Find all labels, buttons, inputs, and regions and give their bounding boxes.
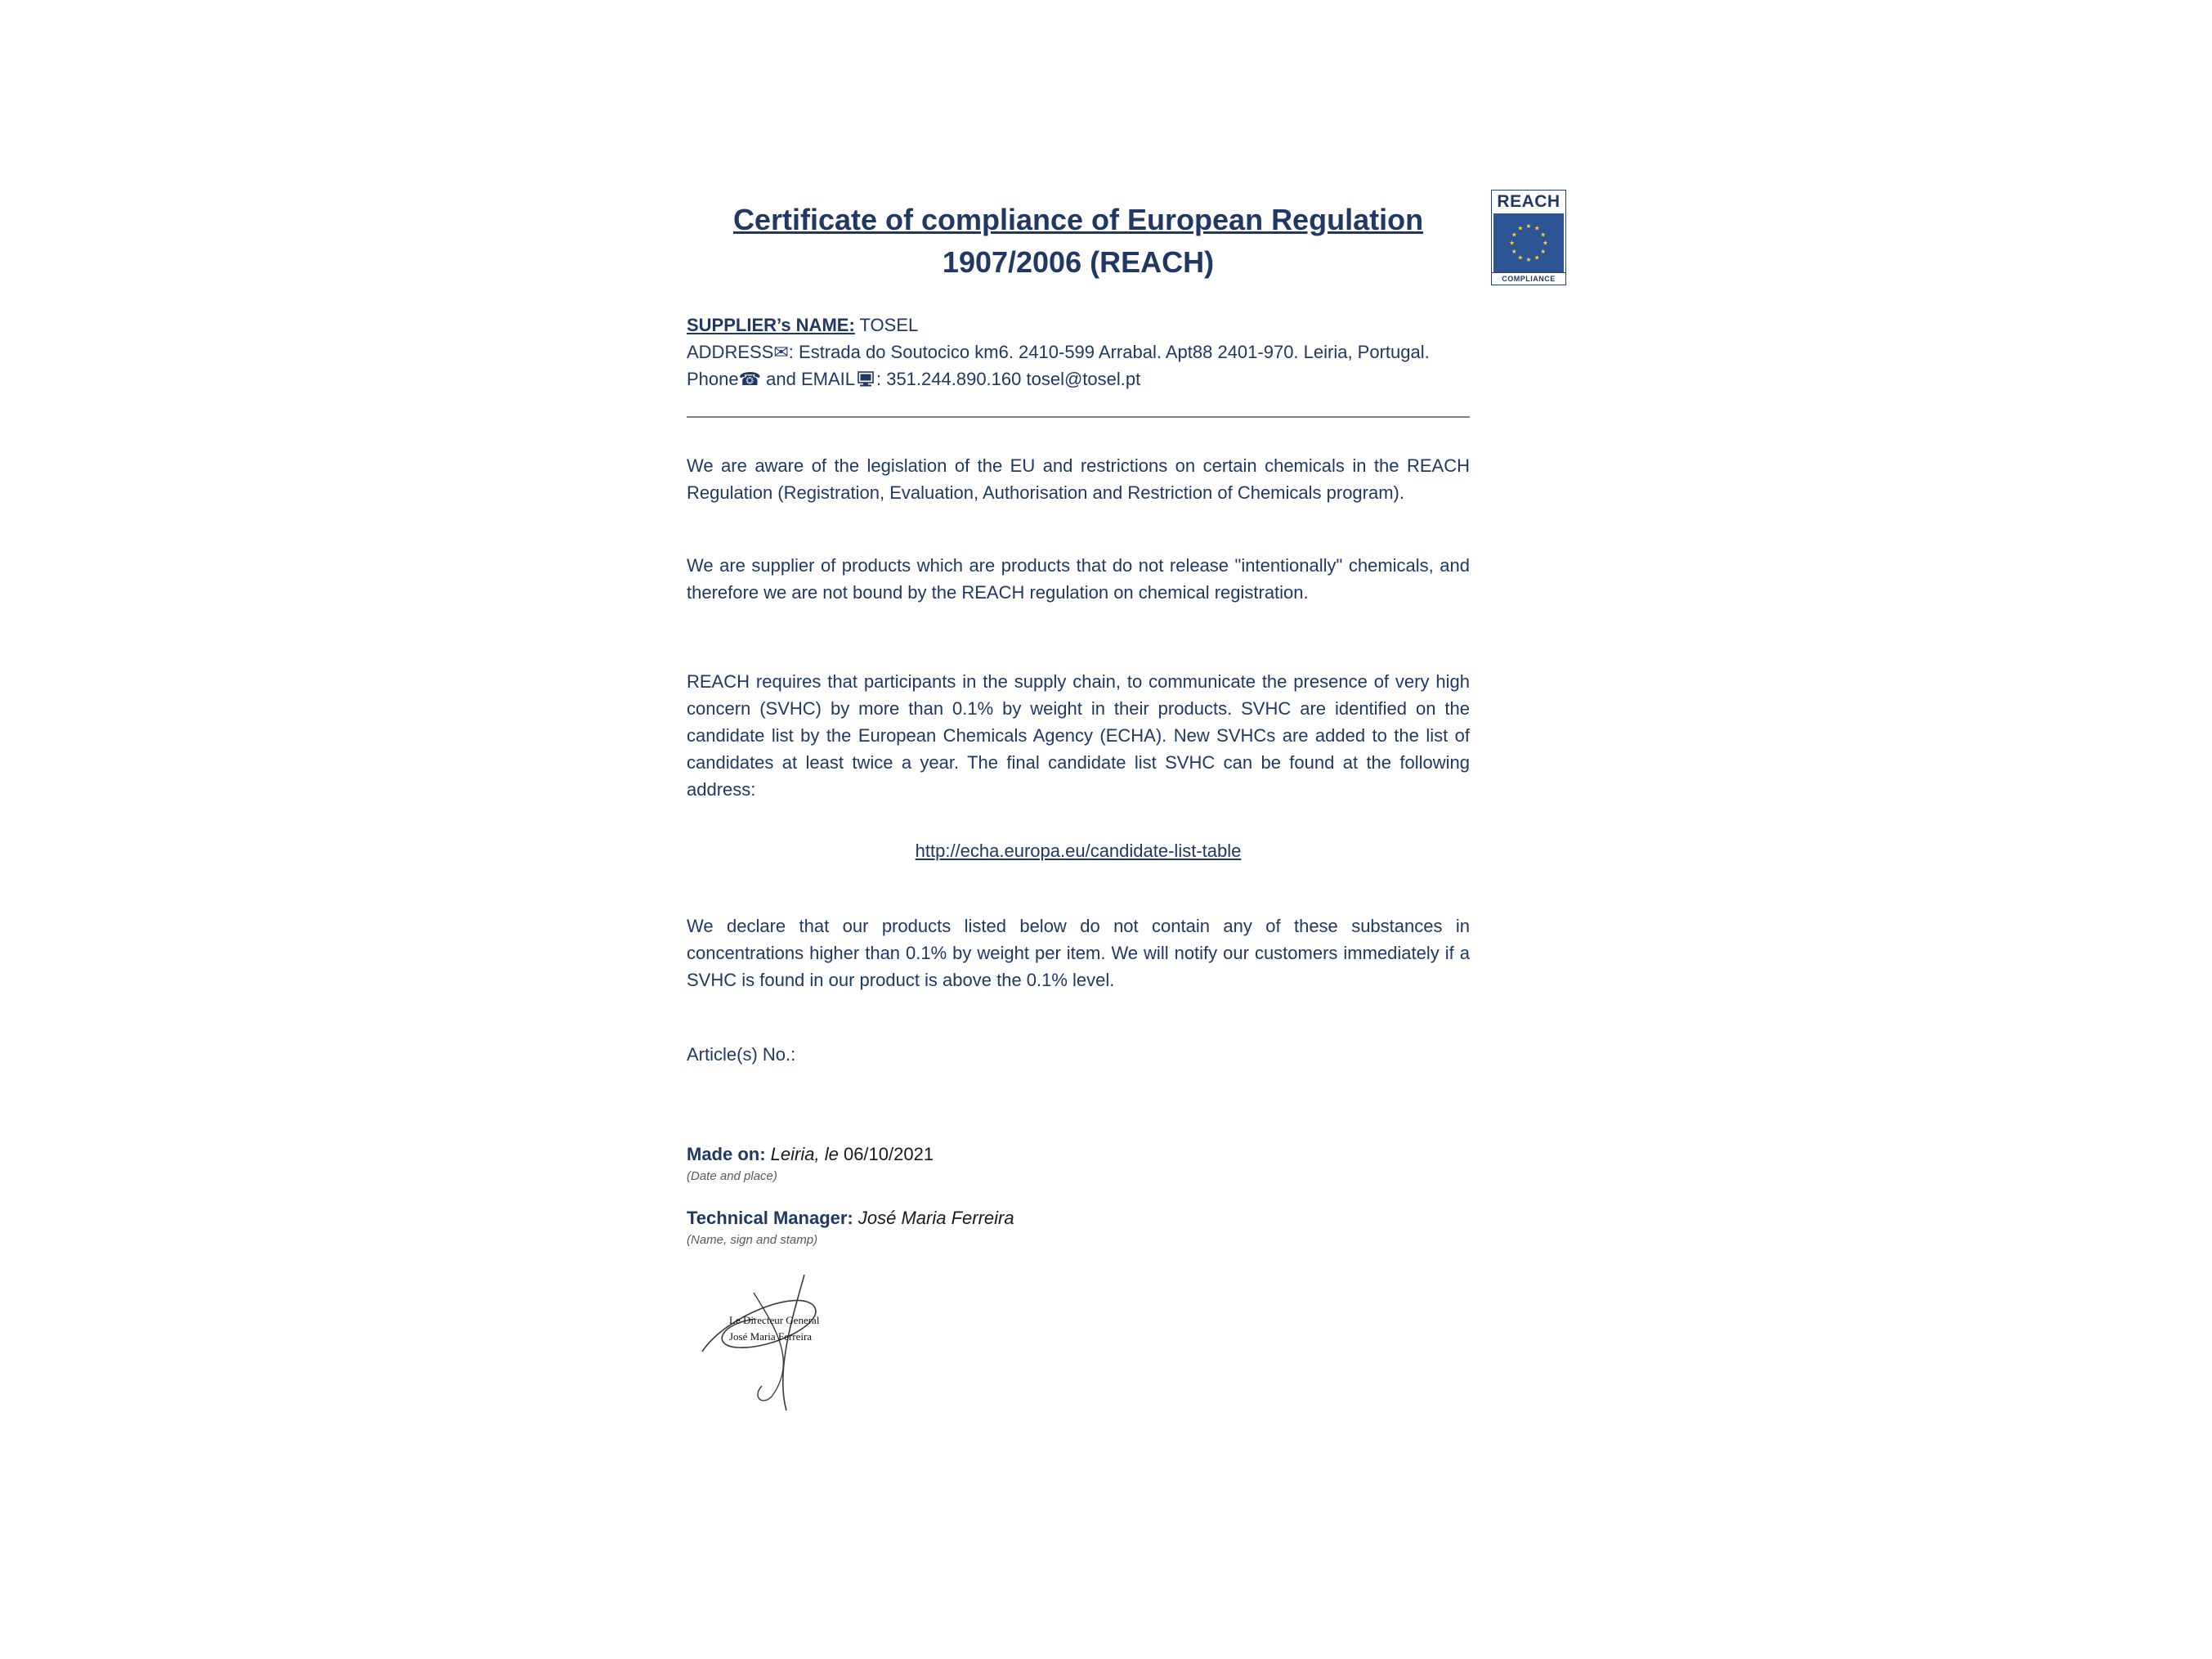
paragraph-reach-awareness: We are aware of the legislation of the EU and restrictions on certain chemicals in the REACH Regulation (Registration, Evaluation, Authorisation and Restriction of Chemicals program).	[687, 455, 1470, 504]
computer-icon	[857, 368, 875, 395]
candidate-list-link-line	[687, 841, 1470, 862]
envelope-icon: ✉	[773, 342, 789, 363]
eu-stars-icon	[1493, 213, 1564, 272]
document-title	[687, 199, 1470, 284]
svg-text:★: ★	[1525, 222, 1532, 231]
svg-text:★: ★	[1543, 239, 1548, 247]
technical-manager-value: José Maria Ferreira	[853, 1208, 1014, 1229]
supplier-name-value: TOSEL	[854, 315, 919, 336]
paragraph-svhc-requirement: REACH requires that participants in the supply chain, to communicate the presence of very high concern (SVHC) by more than 0.1% by weight in their products. SVHC are identified on the candidate list by the European Chemicals Agency (ECHA). New SVHCs are added to the list of candidates at least twice a year. The final candidate list SVHC can be found at the following address:	[687, 671, 1470, 800]
logo-reach-text: REACH	[1497, 192, 1560, 211]
paragraph-declaration: We declare that our products listed below do not contain any of these substances in concentrations higher than 0.1% by weight per item. We will notify our customers immediately if a SVHC is found in our product is above the 0.1% level.	[687, 916, 1470, 991]
reach-compliance-logo	[1491, 190, 1566, 285]
technical-manager-label: Technical Manager:	[687, 1208, 853, 1229]
signature-name: José Maria Ferreira	[729, 1329, 813, 1343]
made-on-date: 06/10/2021	[843, 1144, 934, 1165]
signature-block	[690, 1270, 886, 1417]
made-on-label: Made on:	[687, 1144, 766, 1165]
supplier-name-label: SUPPLIER’s NAME:	[687, 315, 855, 336]
svg-text:★: ★	[1517, 253, 1524, 262]
svg-text:★: ★	[1540, 247, 1547, 255]
candidate-list-link[interactable]: http://echa.europa.eu/candidate-list-table	[915, 841, 1242, 862]
paragraph-supplier-statement: We are supplier of products which are products that do not release "intentionally" chemicals, and therefore we are not bound by the REACH regulation on chemical registration.	[687, 555, 1470, 603]
contact-value: : 351.244.890.160 tosel@tosel.pt	[875, 369, 1141, 390]
signature-title: Le Directeur General	[729, 1314, 820, 1327]
title-line2: 1907/2006 (REACH)	[942, 245, 1215, 280]
address-label: ADDRESS	[687, 342, 774, 363]
signature-text	[729, 1312, 819, 1344]
svg-text:★: ★	[1534, 224, 1540, 232]
document-body	[687, 199, 1470, 1417]
made-on-place: Leiria, le	[765, 1144, 844, 1165]
technical-manager-line	[687, 1208, 1470, 1229]
made-on-line	[687, 1144, 1470, 1165]
svg-text:★: ★	[1509, 239, 1515, 247]
svg-text:★: ★	[1517, 224, 1524, 232]
svg-text:★: ★	[1540, 231, 1547, 239]
phone-label: Phone	[687, 369, 739, 390]
name-sign-stamp-note: (Name, sign and stamp)	[687, 1233, 818, 1248]
supplier-info-block	[687, 312, 1470, 395]
svg-text:★: ★	[1511, 247, 1517, 255]
divider-line	[687, 416, 1470, 418]
articles-no-label: Article(s) No.:	[687, 1044, 796, 1065]
address-value: : Estrada do Soutocico km6. 2410-599 Arrabal. Apt88 2401-970. Leiria, Portugal.	[788, 342, 1430, 363]
svg-text:★: ★	[1534, 253, 1540, 262]
email-label: and EMAIL	[761, 369, 855, 390]
supplier-address-line	[687, 339, 1470, 365]
svg-text:★: ★	[1525, 256, 1532, 264]
svg-text:★: ★	[1511, 231, 1517, 239]
date-place-note: (Date and place)	[687, 1169, 777, 1184]
phone-icon: ☎	[738, 369, 762, 390]
supplier-contact-line	[687, 365, 1470, 395]
title-line1: Certificate of compliance of European Regulation	[732, 203, 1424, 236]
logo-compliance-text: COMPLIANCE	[1492, 272, 1565, 285]
supplier-name-line	[687, 312, 1470, 339]
